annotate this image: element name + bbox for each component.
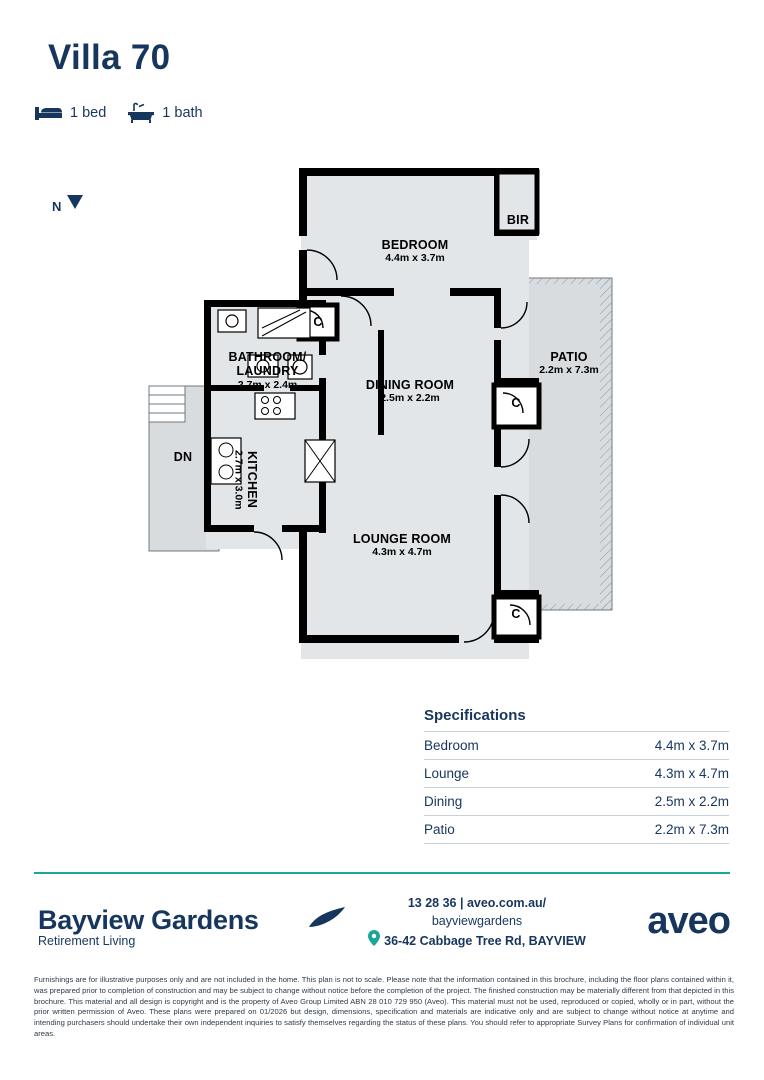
room-label-dn: DN bbox=[173, 450, 193, 464]
spec-row-patio bbox=[424, 815, 729, 844]
bed-count-label: 1 bed bbox=[70, 105, 107, 121]
bed-icon bbox=[34, 103, 64, 123]
company-logo: aveo bbox=[647, 900, 730, 942]
room-label-bedroom: BEDROOM 4.4m x 3.7m bbox=[381, 238, 449, 265]
bath-icon bbox=[126, 102, 156, 124]
room-label-bathroom-laundry: BATHROOM/ LAUNDRY 2.7m x 2.4m bbox=[228, 350, 307, 391]
footer-divider bbox=[34, 872, 730, 874]
property-meta bbox=[34, 102, 203, 124]
spec-value: 2.5m x 2.2m bbox=[654, 794, 729, 809]
room-label-lounge: LOUNGE ROOM 4.3m x 4.7m bbox=[352, 532, 452, 559]
contact-address: 36-42 Cabbage Tree Rd, BAYVIEW bbox=[384, 933, 586, 948]
room-label-patio: PATIO 2.2m x 7.3m bbox=[539, 350, 599, 377]
cupboard-label-2: C bbox=[511, 396, 521, 410]
room-label-kitchen: KITCHEN 2.7m x 3.0m bbox=[232, 450, 259, 510]
spec-row-dining bbox=[424, 787, 729, 815]
spec-row-lounge bbox=[424, 759, 729, 787]
compass-label: N bbox=[52, 199, 62, 214]
page-title: Villa 70 bbox=[48, 38, 171, 77]
spec-value: 2.2m x 7.3m bbox=[654, 822, 729, 837]
brand-tagline: Retirement Living bbox=[38, 934, 136, 948]
spec-row-bedroom bbox=[424, 731, 729, 759]
spec-label: Lounge bbox=[424, 766, 470, 781]
contact-web-path[interactable]: bayviewgardens bbox=[431, 914, 523, 929]
floor-plan bbox=[0, 150, 764, 680]
contact-block bbox=[352, 894, 602, 951]
bath-count-label: 1 bath bbox=[162, 105, 203, 121]
spec-label: Patio bbox=[424, 822, 455, 837]
leaf-icon bbox=[307, 905, 347, 936]
room-label-dining: DINING ROOM 2.5m x 2.2m bbox=[365, 378, 455, 405]
spec-value: 4.3m x 4.7m bbox=[654, 766, 729, 781]
disclaimer-text: Furnishings are for illustrative purposes only and are not included in the home. This plan is not to scale. Please note that the information contained in this brochure, including the floor plans contained within it, was prepared prior to completion of construction and may be subject to change without notice before the completion of the project. The finished construction may be materially different from that depicted in this brochure. This material and all design is copyright and is the property of Aveo Group Limited ABN 28 010 729 950 (Aveo). This material must not be used, reproduced or copied, wholly or in part, without the prior written permission of Aveo. These plans were prepared on 01/2026 but design, dimensions, specification and materials are indicative only and are subject to change without notice at anytime and intending purchasers should undertake their own independent inquiries to satisfy themselves regarding the status of these plans. You should refer to appropriate Survey Plans for confirmation of individual unit areas. bbox=[34, 975, 734, 1038]
spec-label: Bedroom bbox=[424, 738, 479, 753]
location-pin-icon bbox=[368, 930, 380, 951]
cupboard-label-1: C bbox=[313, 315, 323, 329]
spec-label: Dining bbox=[424, 794, 463, 809]
floor-plan-svg bbox=[0, 150, 764, 680]
specifications-panel bbox=[424, 707, 729, 844]
brand-block bbox=[38, 905, 259, 948]
spec-value: 4.4m x 3.7m bbox=[654, 738, 729, 753]
contact-phone-web[interactable]: 13 28 36 | aveo.com.au/ bbox=[407, 896, 547, 910]
cupboard-label-3: C bbox=[511, 607, 521, 621]
contact-address-row bbox=[352, 930, 602, 951]
brand-name: Bayview Gardens bbox=[38, 905, 259, 935]
room-label-bir: BIR bbox=[506, 213, 530, 227]
specifications-heading: Specifications bbox=[424, 707, 526, 724]
